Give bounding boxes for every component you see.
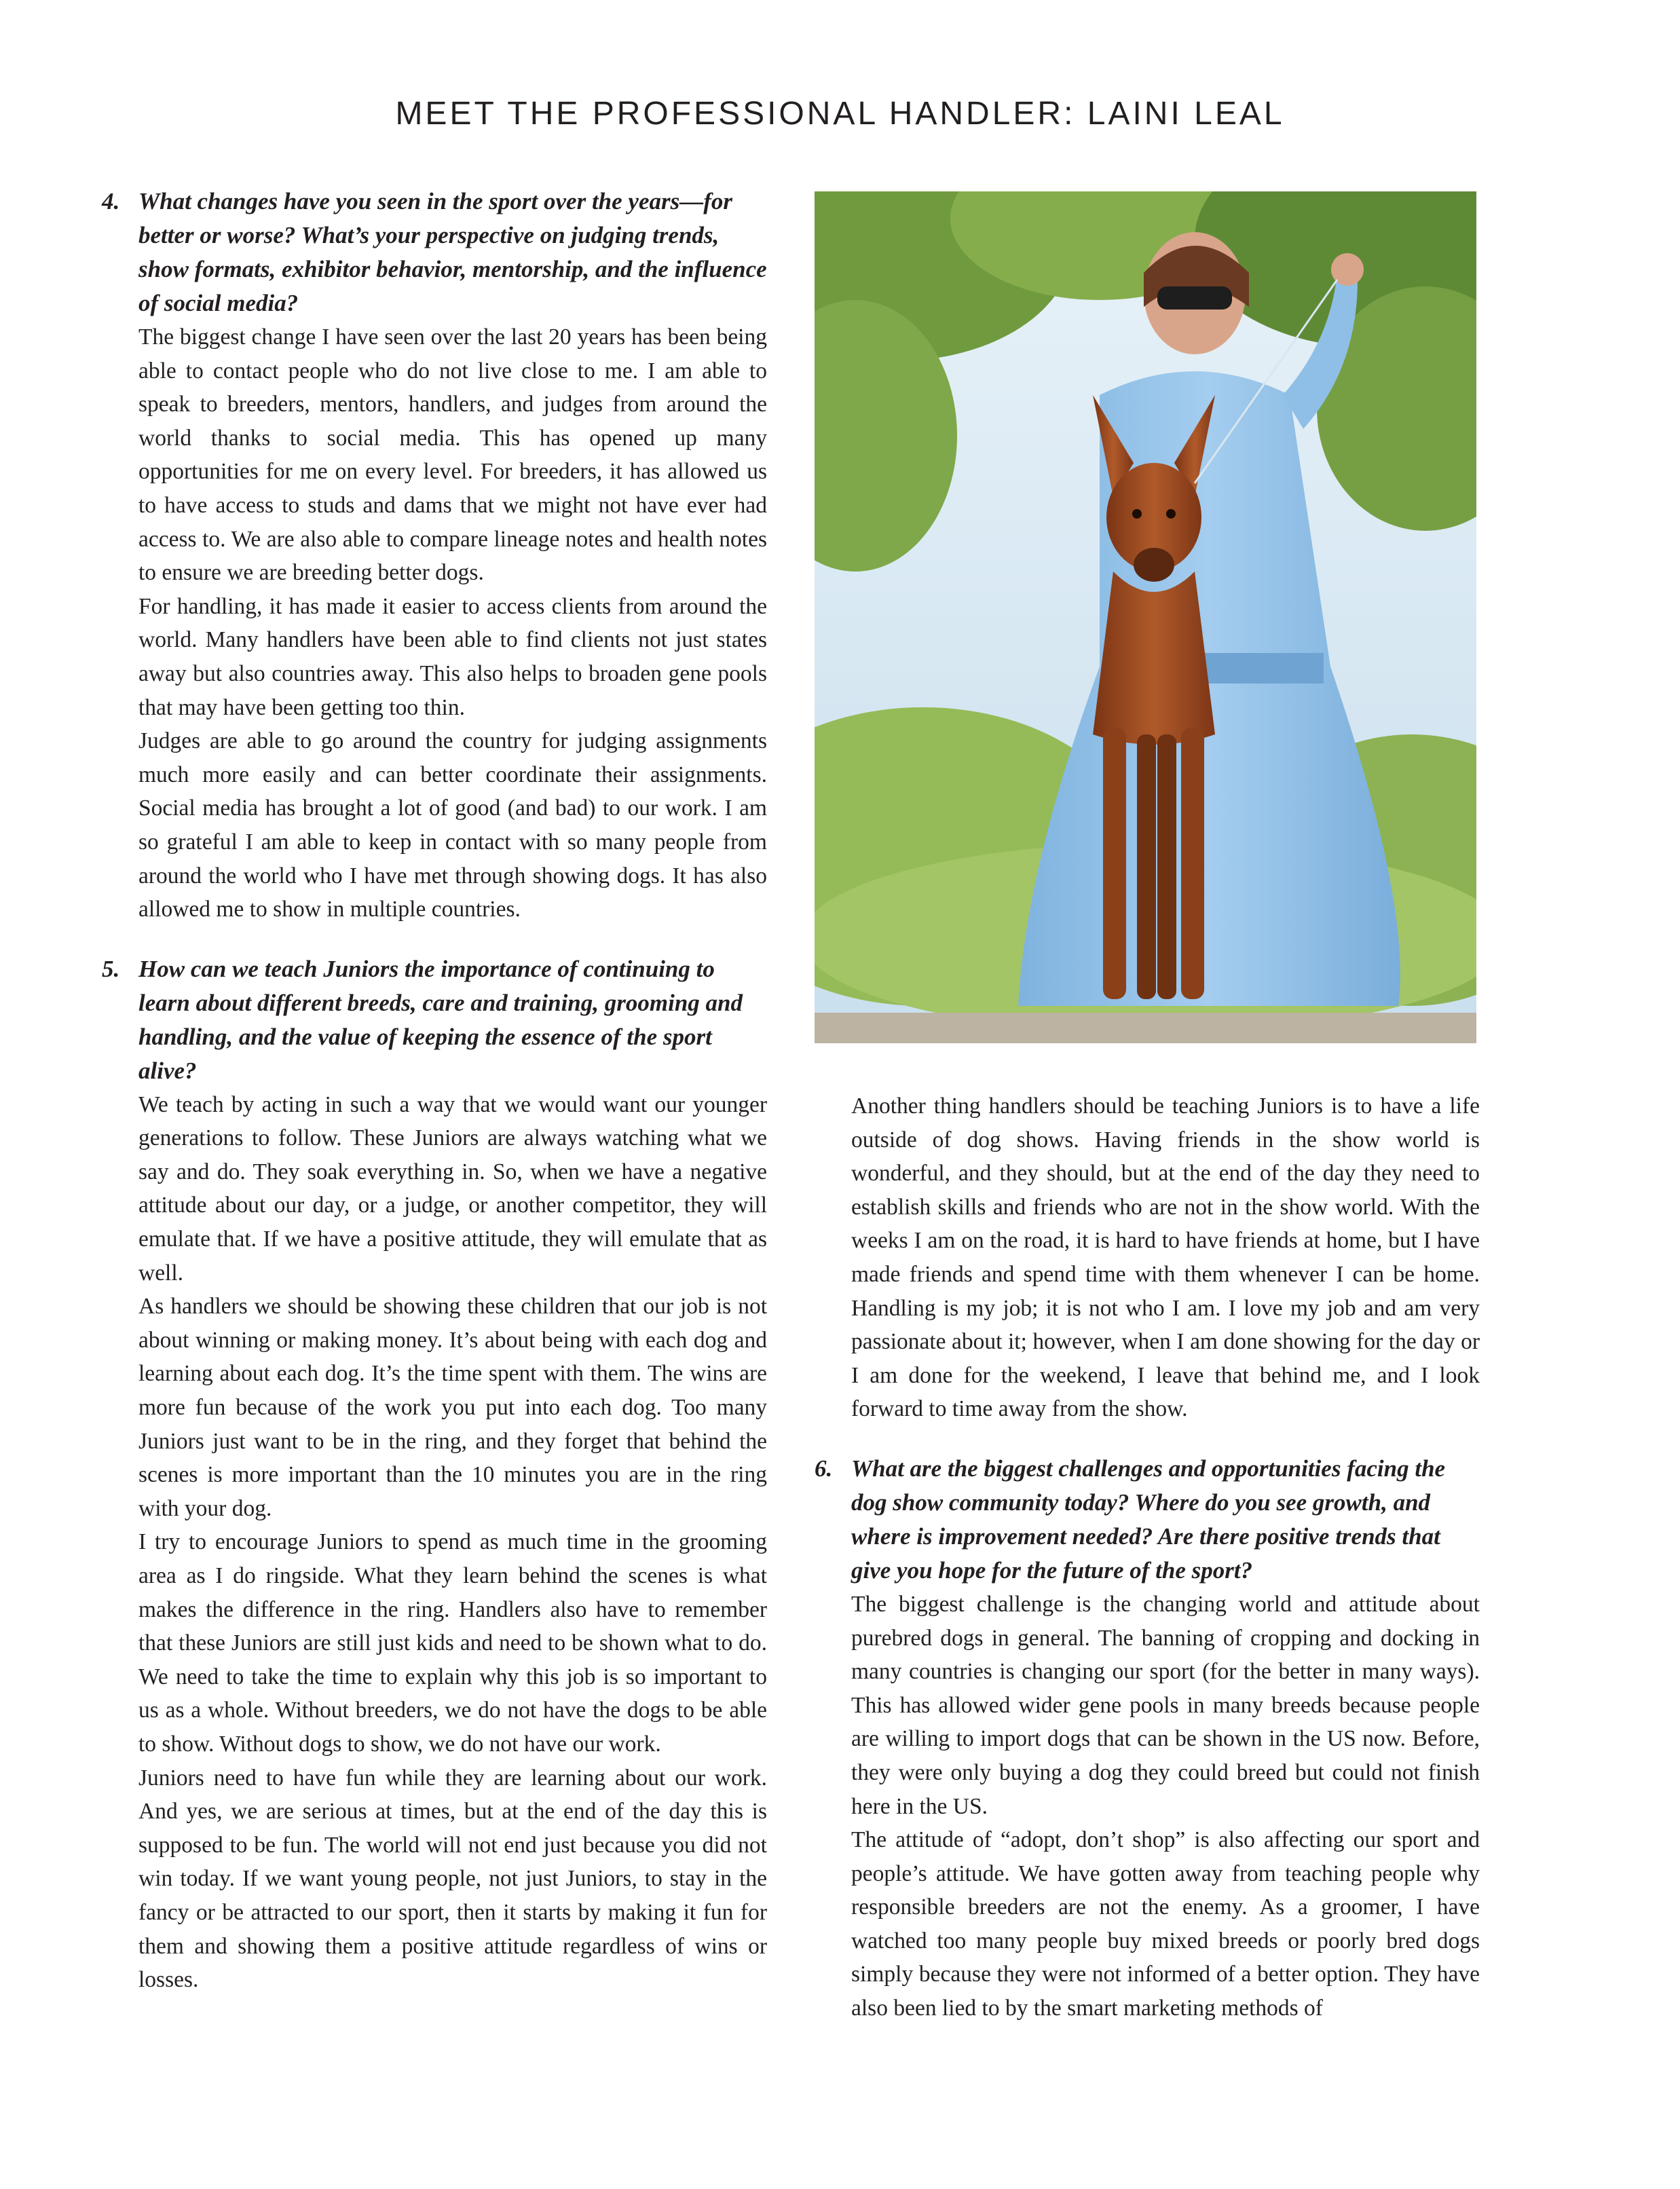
question-number: 4. [102,188,120,214]
answer-paragraph: As handlers we should be showing these children that our job is not about winning or making money. It’s about being with each dog and learning about each dog. It’s the time spent with them. The wins are more fun because of the work you put into each dog. Too many Juniors just want to be in the ring, and they forget that behind the scenes is more important than the 10 minutes you are in the ring with your dog. [138,1294,767,1521]
page-header: MEET THE PROFESSIONAL HANDLER: LAINI LEAL [395,96,1285,132]
answer-paragraph: We teach by acting in such a way that we would want our younger generations to follow. These Juniors are always watching what we say and do. They soak everything in. So, when we have a negative attitude about our day, or a judge, or another competitor, they will emulate that. If we have a positive attitude, they will emulate that as well. [138,1091,767,1286]
question-text: What are the biggest challenges and opportunities facing the dog show community today? Where do you see growth, and where is improvement needed? Are there positive trends that give you hope for the future of the sport? [851,1455,1446,1584]
answer-paragraph: Judges are able to go around the country for judging assignments much more easily and can better coordinate their assignments. Social media has brought a lot of good (and bad) to our work. I am so grateful I am able to keep in contact with so many people from around the world who I have met through showing dogs. It has also allowed me to show in multiple countries. [138,728,767,922]
question-6 [815,1452,1480,1588]
answer-paragraph: Juniors need to have fun while they are learning about our work. And yes, we are serious at times, but at the end of the day this is supposed to be fun. The world will not end just because you did not win today. If we want young people, not just Juniors, to stay in the fancy or be attracted to our sport, then it starts by making it fun for them and showing them a positive attitude regardless of wins or losses. [138,1765,767,1993]
question-number: 6. [815,1455,833,1482]
left-column [102,185,767,1997]
photo-illustration [815,191,1476,1043]
question-number: 5. [102,955,120,982]
dog-show-photo [815,191,1476,1043]
answer-paragraph: The biggest challenge is the changing world and attitude about purebred dogs in general. The banning of cropping and docking in many countries is changing our sport (for the better in many ways). This has allowed wider gene pools in many breeds because people are willing to import dogs that can be shown in the US now. Before, they were only buying a dog they could breed but could not finish here in the US. [851,1591,1480,1819]
answer-paragraph: I try to encourage Juniors to spend as much time in the grooming area as I do ringside. What they learn behind the scenes is what makes the difference in the ring. Handlers also have to remember that these Juniors are still just kids and need to be shown what to do. We need to take the time to explain why this job is so important to us as a whole. Without breeders, we do not have the dogs to be able to show. Without dogs to show, we do not have our work. [138,1529,767,1757]
question-5 [102,952,767,1088]
question-text: What changes have you seen in the sport over the years—for better or worse? What’s your perspective on judging trends, show formats, exhibitor behavior, mentorship, and the influence of social media? [138,188,767,316]
answer-paragraph: Another thing handlers should be teaching Juniors is to have a life outside of dog shows. Having friends in the show world is wonderful, and they should, but at the end of the day they need to establish skills and friends who are not in the show world. With the weeks I am on the road, it is hard to have friends at home, but I have made friends and spend time with them whenever I can be home. Handling is my job; it is not who I am. I love my job and am very passionate about it; however, when I am done showing for the day or I am done for the weekend, I leave that behind me, and I look forward to time away from the show. [851,1093,1480,1422]
answer-paragraph: The attitude of “adopt, don’t shop” is also affecting our sport and people’s attitude. We have gotten away from teaching people why responsible breeders are not the enemy. As a groomer, I have watched too many people buy mixed breeds or poorly bred dogs simply because they were not informed of a better option. They have also been lied to by the smart marketing methods of [851,1827,1480,2021]
answer-paragraph: The biggest change I have seen over the last 20 years has been being able to contact people who do not live close to me. I am able to speak to breeders, mentors, handlers, and judges from around the world thanks to social media. This has opened up many opportunities for me on every level. For breeders, it has allowed us to have access to studs and dams that we might not have ever had access to. We are also able to compare lineage notes and health notes to ensure we are breeding better dogs. [138,324,767,586]
right-column [815,1089,1480,2025]
answer-paragraph: For handling, it has made it easier to access clients from around the world. Many handlers have been able to find clients not just states away but also countries away. This also helps to broaden gene pools that may have been getting too thin. [138,593,767,720]
question-text: How can we teach Juniors the importance of continuing to learn about different breeds, care and training, grooming and handling, and the value of keeping the essence of the sport alive? [138,955,743,1084]
question-4 [102,185,767,320]
